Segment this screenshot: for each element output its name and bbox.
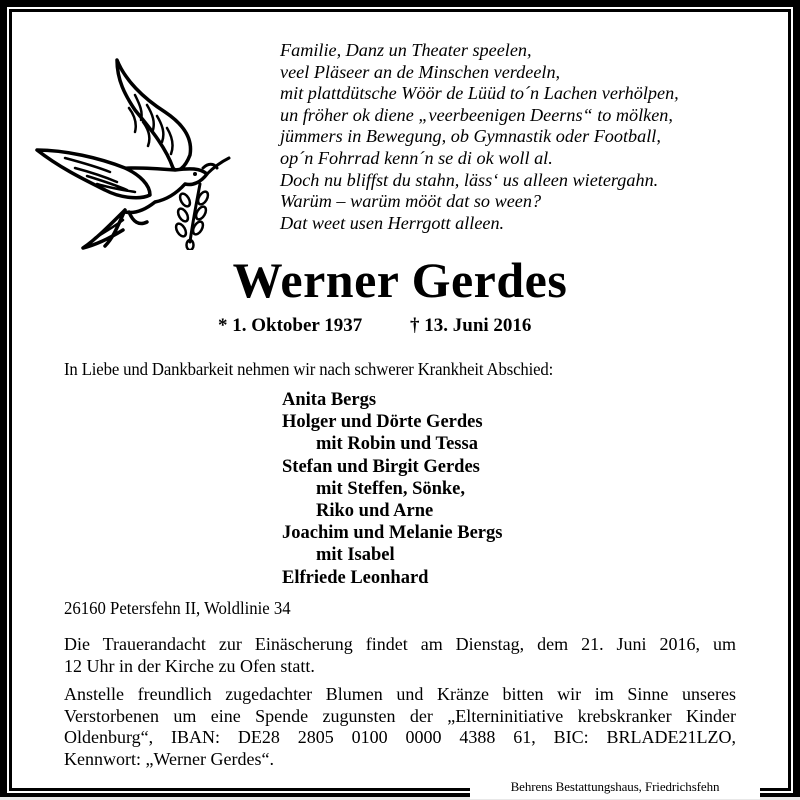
service-line: 12 Uhr in der Kirche zu Ofen statt. — [64, 655, 315, 676]
poem — [280, 40, 679, 234]
funeral-home-name: Behrens Bestattungshaus, Friedrichsfehn — [510, 779, 720, 794]
service-info-paragraph — [64, 634, 736, 677]
mourner-entry: Holger und Dörte Gerdes — [282, 412, 483, 433]
donation-line: Verstorbenen um eine Spende zugunsten der „Elterninitiative krebskranker Kinder — [64, 705, 736, 726]
poem-line: Dat weet usen Herrgott alleen. — [280, 212, 505, 233]
poem-line: Doch nu bliffst du stahn, läss‘ us alleen wietergahn. — [280, 169, 659, 190]
poem-line: Warüm – warüm mööt dat so ween? — [280, 191, 542, 212]
dove-with-olive-branch-icon — [25, 50, 240, 250]
mourner-entry: Riko und Arne — [316, 501, 434, 522]
donation-line: Kennwort: „Werner Gerdes“. — [64, 748, 274, 769]
family-address: 26160 Petersfehn II, Woldlinie 34 — [64, 598, 291, 618]
footer — [470, 775, 760, 799]
mourner-entry: Stefan und Birgit Gerdes — [282, 456, 480, 477]
death-date: † 13. Juni 2016 — [410, 315, 532, 336]
mourner-entry: Elfriede Leonhard — [282, 567, 429, 588]
donation-info-paragraph — [64, 684, 736, 770]
poem-line: Familie, Danz un Theater speelen, — [280, 40, 532, 60]
poem-line: mit plattdütsche Wöör de Lüüd to´n Lachen verhölpen, — [280, 83, 679, 104]
service-line: Die Trauerandacht zur Einäscherung findet am Dienstag, dem 21. Juni 2016, um — [64, 634, 736, 654]
donation-line: Anstelle freundlich zugedachter Blumen und Kränze bitten wir im Sinne unseres — [64, 684, 736, 704]
poem-line: un fröher ok diene „veerbeenigen Deerns“ to mölken, — [280, 104, 673, 125]
farewell-intro: In Liebe und Dankbarkeit nehmen wir nach schwerer Krankheit Abschied: — [64, 359, 554, 379]
poem-line: op´n Fohrrad kenn´n se di ok woll al. — [280, 147, 553, 168]
birth-date: * 1. Oktober 1937 — [218, 315, 363, 336]
poem-line: veel Pläseer an de Minschen verdeeln, — [280, 61, 561, 82]
mourners-list — [282, 389, 502, 589]
mourner-entry: mit Robin und Tessa — [316, 434, 478, 455]
deceased-name: Werner Gerdes — [232, 252, 568, 308]
poem-line: jümmers in Bewegung, ob Gymnastik oder Football, — [280, 126, 661, 147]
mourner-entry: Joachim und Melanie Bergs — [282, 523, 503, 544]
donation-line: Oldenburg“, IBAN: DE28 2805 0100 0000 4388 61, BIC: BRLADE21LZO, — [64, 727, 736, 747]
mourner-entry: mit Steffen, Sönke, — [316, 478, 466, 499]
mourner-entry: mit Isabel — [316, 545, 395, 566]
mourner-entry: Anita Bergs — [282, 390, 377, 410]
